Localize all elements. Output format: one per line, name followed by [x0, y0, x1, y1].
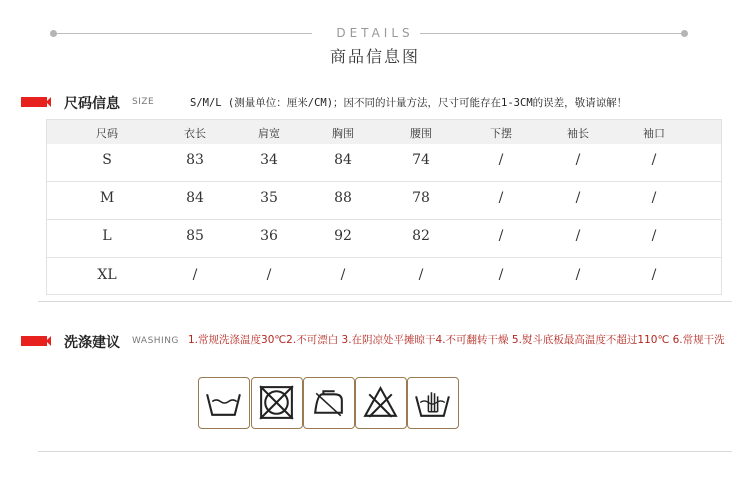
table-cell: M: [99, 190, 115, 206]
table-cell: /: [418, 267, 424, 283]
table-cell: /: [575, 190, 581, 206]
table-cell: 83: [186, 152, 204, 168]
wash-flag-icon: [21, 336, 51, 346]
table-cell: /: [575, 228, 581, 244]
table-cell: /: [266, 267, 272, 283]
row-divider: [47, 219, 721, 220]
table-cell: /: [575, 267, 581, 283]
no-tumble-dry-icon: [251, 377, 303, 429]
wash-section-title: 洗涤建议: [64, 335, 120, 351]
wash-instructions: 1.常规洗涤温度30℃2.不可漂白 3.在阴凉处平摊晾干4.不可翻转干燥 5.熨斗底板最高温度不超过110℃ 6.常规干洗: [188, 334, 725, 346]
table-cell: 36: [260, 228, 278, 244]
wash-section-subtitle: WASHING: [132, 336, 179, 346]
table-cell: 92: [334, 228, 352, 244]
wash-basin-icon: [198, 377, 250, 429]
table-cell: /: [651, 190, 657, 206]
table-cell: 78: [412, 190, 430, 206]
table-cell: 85: [186, 228, 204, 244]
table-cell: 88: [334, 190, 352, 206]
th-shoulder: 肩宽: [258, 127, 280, 140]
table-cell: /: [340, 267, 346, 283]
table-cell: 84: [186, 190, 204, 206]
table-cell: 34: [260, 152, 278, 168]
header-left-line: [56, 33, 312, 34]
details-title: DETAILS: [336, 26, 414, 40]
product-info-title: 商品信息图: [329, 47, 420, 66]
bottom-divider: [38, 451, 732, 452]
th-chest: 胸围: [332, 127, 354, 140]
table-cell: L: [102, 228, 112, 244]
table-cell: /: [498, 267, 504, 283]
table-cell: /: [651, 267, 657, 283]
section-divider: [38, 301, 732, 302]
table-cell: /: [651, 228, 657, 244]
hand-wash-icon: [407, 377, 459, 429]
table-cell: 35: [260, 190, 278, 206]
table-cell: 82: [412, 228, 430, 244]
table-cell: /: [498, 228, 504, 244]
th-waist: 腰围: [410, 127, 432, 140]
th-size: 尺码: [96, 127, 118, 140]
table-cell: /: [651, 152, 657, 168]
size-flag-icon: [21, 97, 51, 107]
size-table-header: [47, 120, 721, 144]
table-cell: /: [575, 152, 581, 168]
header-right-line: [420, 33, 682, 34]
table-cell: /: [498, 152, 504, 168]
th-length: 衣长: [184, 127, 206, 140]
table-cell: XL: [97, 267, 117, 283]
size-section-subtitle: SIZE: [132, 97, 155, 107]
row-divider: [47, 257, 721, 258]
no-bleach-icon: [355, 377, 407, 429]
table-cell: /: [192, 267, 198, 283]
th-hem: 下摆: [490, 127, 512, 140]
table-cell: S: [102, 152, 112, 168]
table-cell: /: [498, 190, 504, 206]
header-right-dot: [681, 30, 688, 37]
th-cuff: 袖口: [643, 127, 665, 140]
table-cell: 84: [334, 152, 352, 168]
size-note: S/M/L (测量单位：厘米/CM)；因不同的计量方法，尺寸可能存在1-3CM的误差，敬请谅解！: [190, 97, 628, 109]
th-sleeve-length: 袖长: [567, 127, 589, 140]
iron-icon: [303, 377, 355, 429]
table-cell: 74: [412, 152, 430, 168]
size-section-title: 尺码信息: [64, 96, 120, 112]
size-table: [46, 119, 722, 295]
row-divider: [47, 181, 721, 182]
